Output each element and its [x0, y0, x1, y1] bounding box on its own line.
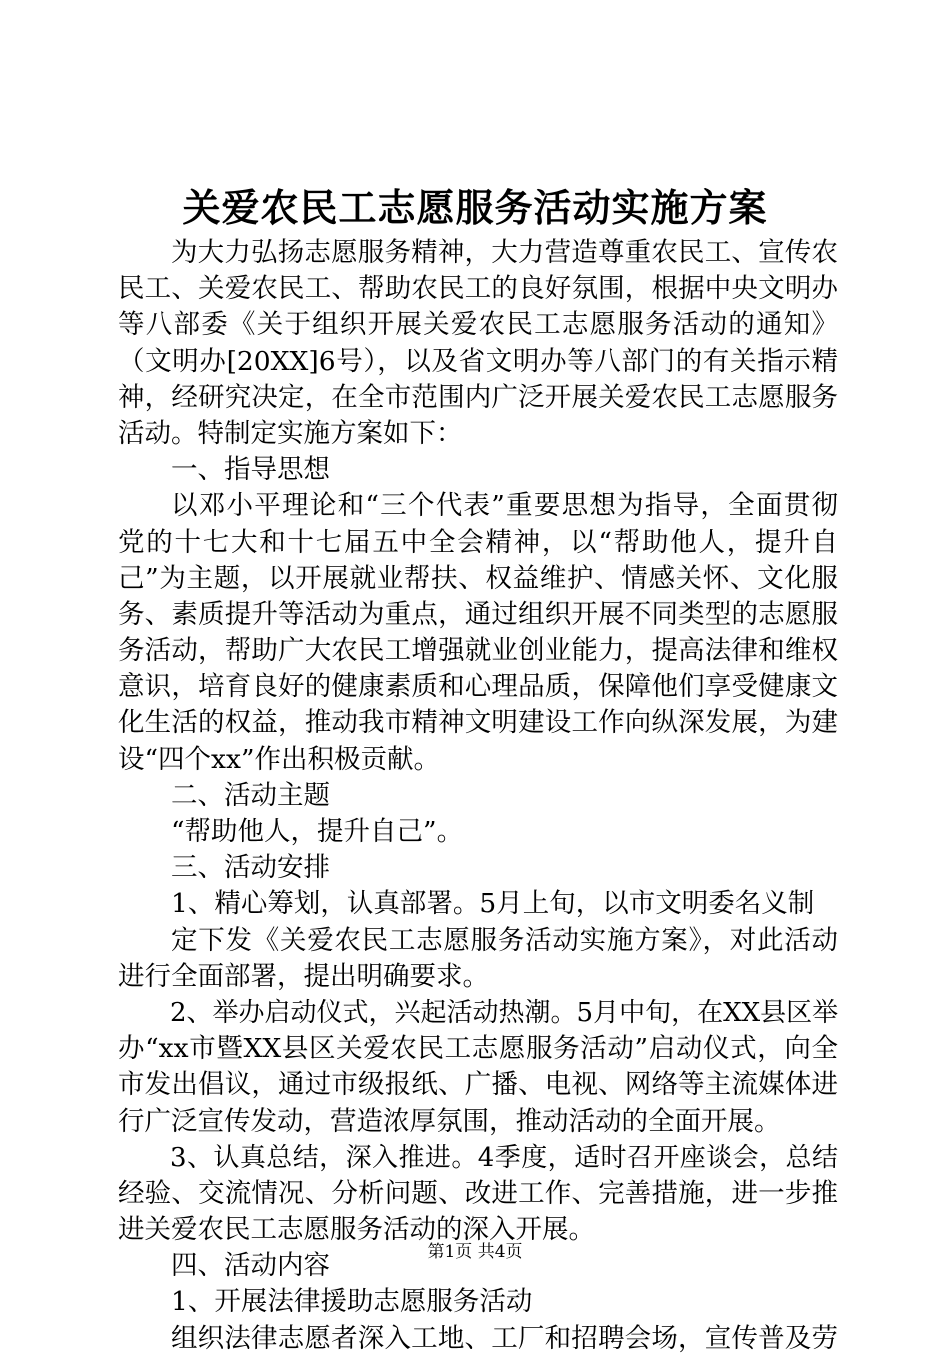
body-line: 务、素质提升等活动为重点，通过组织开展不同类型的志愿服	[118, 598, 838, 630]
body-line: 进行全面部署，提出明确要求。	[118, 960, 489, 992]
body-line: 己”为主题，以开展就业帮扶、权益维护、情感关怀、文化服	[118, 562, 838, 594]
body-line: （文明办[20XX]6号），以及省文明办等八部门的有关指示精	[118, 345, 838, 377]
body-line: 二、活动主题	[171, 779, 330, 811]
body-line: 民工、关爱农民工、帮助农民工的良好氛围，根据中央文明办	[118, 273, 838, 305]
body-line: 务活动，帮助广大农民工增强就业创业能力，提高法律和维权	[118, 635, 838, 667]
body-line: 以邓小平理论和“三个代表”重要思想为指导，全面贯彻	[171, 490, 838, 522]
body-line: 进关爱农民工志愿服务活动的深入开展。	[118, 1214, 595, 1246]
body-line: 办“xx市暨XX县区关爱农民工志愿服务活动”启动仪式，向全	[118, 1033, 838, 1065]
body-line: 市发出倡议，通过市级报纸、广播、电视、网络等主流媒体进	[118, 1069, 838, 1101]
body-line: “帮助他人，提升自己”。	[171, 816, 464, 847]
body-line: 2、举办启动仪式，兴起活动热潮。5月中旬，在XX县区举	[170, 997, 839, 1028]
body-line: 为大力弘扬志愿服务精神，大力营造尊重农民工、宣传农	[171, 237, 838, 268]
body-line: 3、认真总结，深入推进。4季度，适时召开座谈会，总结	[170, 1142, 838, 1173]
document-body	[118, 235, 838, 1357]
body-line: 组织法律志愿者深入工地、工厂和招聘会场，宣传普及劳	[171, 1322, 838, 1354]
body-line: 设“四个xx”作出积极贡献。	[118, 743, 440, 775]
body-line: 四、活动内容	[171, 1250, 330, 1282]
body-line: 党的十七大和十七届五中全会精神，以“帮助他人，提升自	[118, 526, 838, 558]
body-line: 意识，培育良好的健康素质和心理品质，保障他们享受健康文	[118, 671, 838, 703]
body-line: 三、活动安排	[171, 852, 330, 884]
body-line: 经验、交流情况、分析问题、改进工作、完善措施，进一步推	[118, 1177, 838, 1209]
body-line: 化生活的权益，推动我市精神文明建设工作向纵深发展，为建	[118, 707, 838, 739]
body-line: 定下发《关爱农民工志愿服务活动实施方案》，对此活动	[171, 924, 838, 956]
body-line: 1、开展法律援助志愿服务活动	[171, 1286, 533, 1318]
document-title: 关爱农民工志愿服务活动实施方案	[182, 185, 768, 230]
body-line: 行广泛宣传发动，营造浓厚氛围，推动活动的全面开展。	[118, 1105, 781, 1137]
body-line: 一、指导思想	[171, 454, 330, 486]
page-footer: 第1页 共4页	[427, 1242, 523, 1262]
body-line: 活动。特制定实施方案如下：	[118, 417, 463, 449]
body-line: 等八部委《关于组织开展关爱农民工志愿服务活动的通知》	[118, 309, 838, 341]
body-line: 1、精心筹划，认真部署。5月上旬，以市文明委名义制	[171, 888, 815, 920]
body-line: 神，经研究决定，在全市范围内广泛开展关爱农民工志愿服务	[118, 381, 838, 413]
